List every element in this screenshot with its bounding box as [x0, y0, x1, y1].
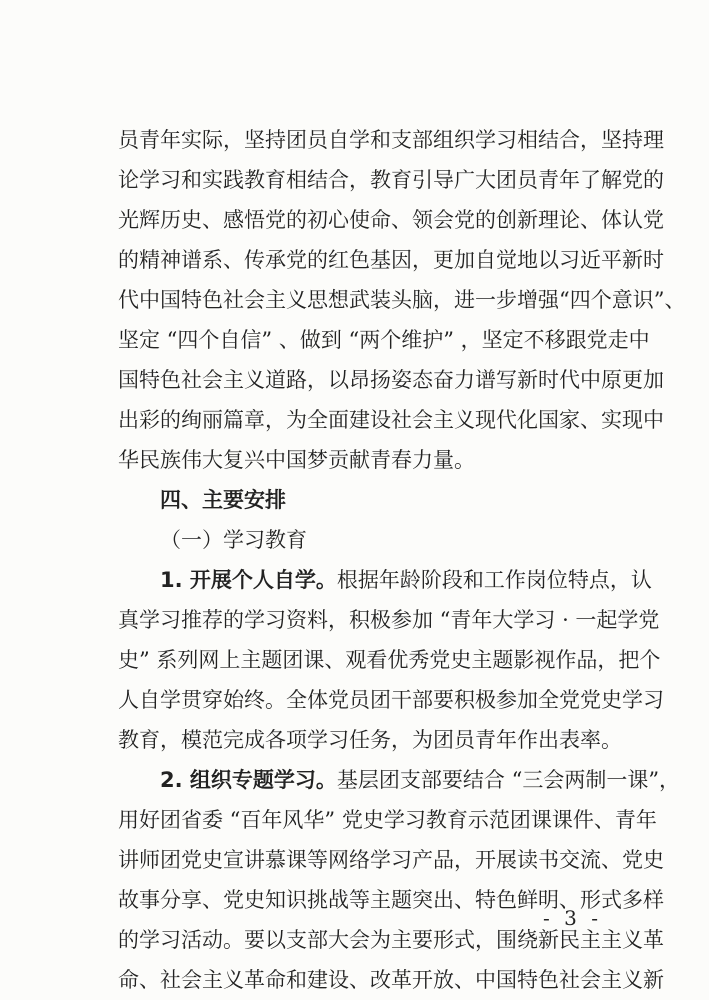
item-first-rest: 基层团支部要结合 “三会两制一课”， — [336, 768, 681, 792]
paragraph-line: 教育，模范完成各项学习任务，为团员青年作出表率。 — [118, 728, 622, 752]
item-first-line — [160, 560, 652, 600]
paragraph-line: 史” 系列网上主题团课、观看优秀党史主题影视作品，把个 — [118, 648, 661, 672]
paragraph-line: 华民族伟大复兴中国梦贡献青春力量。 — [118, 448, 475, 472]
item-lead: 1. 开展个人自学。 — [160, 568, 337, 592]
paragraph-line: 讲师团党史宣讲慕课等网络学习产品，开展读书交流、党史 — [118, 848, 664, 872]
paragraph-line: 员青年实际，坚持团员自学和支部组织学习相结合，坚持理 — [118, 128, 664, 152]
paragraph-line: 国特色社会主义道路，以昂扬姿态奋力谱写新时代中原更加 — [118, 368, 664, 392]
item-first-line — [160, 760, 681, 800]
paragraph-line: 出彩的绚丽篇章，为全面建设社会主义现代化国家、实现中 — [118, 408, 664, 432]
paragraph-line: 命、社会主义革命和建设、改革开放、中国特色社会主义新 — [118, 968, 664, 992]
paragraph-line: 论学习和实践教育相结合，教育引导广大团员青年了解党的 — [118, 168, 664, 192]
paragraph-line: 真学习推荐的学习资料，积极参加 “青年大学习 · 一起学党 — [118, 608, 660, 632]
paragraph-line: 的学习活动。要以支部大会为主要形式，围绕新民主主义革 — [118, 928, 664, 952]
paragraph-line: 光辉历史、感悟党的初心使命、领会党的创新理论、体认党 — [118, 208, 664, 232]
paragraph-line: 代中国特色社会主义思想武装头脑，进一步增强“四个意识”、 — [118, 288, 686, 312]
section-subheading: （一）学习教育 — [160, 528, 307, 552]
item-first-rest: 根据年龄阶段和工作岗位特点，认 — [336, 568, 652, 592]
item-lead: 2. 组织专题学习。 — [160, 768, 337, 792]
paragraph-line: 的精神谱系、传承党的红色基因，更加自觉地以习近平新时 — [118, 248, 664, 272]
page-number: - 3 - — [543, 906, 602, 930]
paragraph-line: 故事分享、党史知识挑战等主题突出、特色鲜明、形式多样 — [118, 888, 664, 912]
paragraph-line: 坚定 “四个自信” 、做到 “两个维护” ，坚定不移跟党走中 — [118, 328, 650, 352]
section-heading: 四、主要安排 — [160, 488, 286, 512]
paragraph-line: 用好团省委 “百年风华” 党史学习教育示范团课课件、青年 — [118, 808, 657, 832]
paragraph-line: 人自学贯穿始终。全体党员团干部要积极参加全党党史学习 — [118, 688, 664, 712]
